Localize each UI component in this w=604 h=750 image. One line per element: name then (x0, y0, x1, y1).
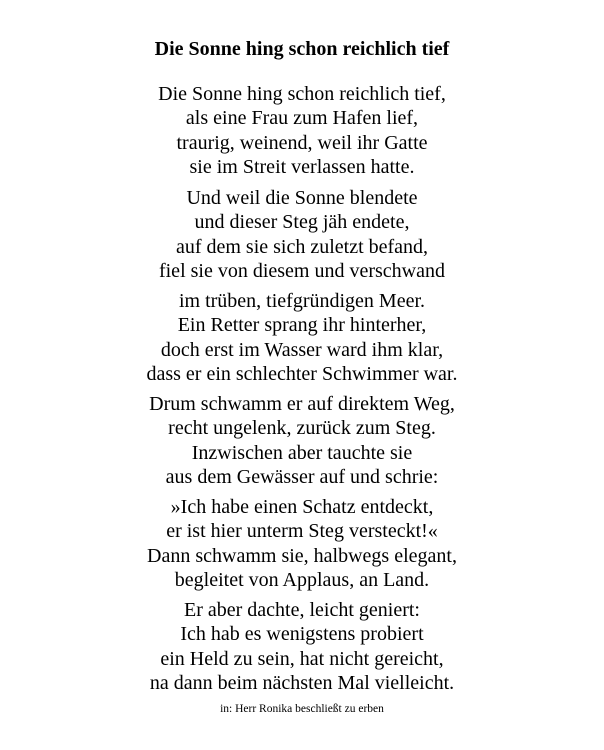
poem-line: Und weil die Sonne blendete (186, 187, 418, 209)
poem-line: doch erst im Wasser ward ihm klar, (160, 338, 444, 361)
stanza-6 (0, 598, 604, 695)
poem-line: er ist hier unterm Steg versteckt!« (166, 520, 438, 543)
poem-line: traurig, weinend, weil ihr Gatte (176, 131, 428, 154)
poem-line: im trüben, tiefgründigen Meer. (178, 290, 426, 312)
poem-line: auf dem sie sich zuletzt befand, (175, 235, 429, 258)
poem-line: begleitet von Applaus, an Land. (174, 568, 430, 591)
poem-line: aus dem Gewässer auf und schrie: (165, 465, 439, 488)
poem-line: und dieser Steg jäh endete, (194, 211, 410, 234)
poem-line: Er aber dachte, leicht geniert: (184, 599, 420, 621)
stanza-1 (0, 82, 604, 179)
poem-line: als eine Frau zum Hafen lief, (185, 107, 419, 130)
poem-line: ein Held zu sein, hat nicht gereicht, (160, 647, 444, 670)
stanza-2 (0, 186, 604, 283)
poem-line: na dann beim nächsten Mal vielleicht. (149, 671, 455, 694)
poem-title: Die Sonne hing schon reichlich tief (154, 38, 450, 60)
poem-line: dass er ein schlechter Schwimmer war. (146, 362, 458, 385)
poem-line: recht ungelenk, zurück zum Steg. (168, 417, 436, 440)
poem-line: Inzwischen aber tauchte sie (191, 441, 413, 464)
poem-line: Dann schwamm sie, halbwegs elegant, (147, 544, 457, 567)
poem-line: Drum schwamm er auf direktem Weg, (149, 393, 455, 415)
poem-line: fiel sie von diesem und verschwand (158, 259, 446, 282)
stanza-5 (0, 495, 604, 592)
poem-line: Die Sonne hing schon reichlich tief, (158, 83, 446, 105)
poem-line: Ein Retter sprang ihr hinterher, (177, 314, 427, 337)
poem-line: »Ich habe einen Schatz entdeckt, (170, 496, 434, 518)
stanza-4 (0, 392, 604, 489)
poem-line: sie im Streit verlassen hatte. (189, 155, 415, 178)
poem-line: Ich hab es wenigstens probiert (180, 623, 424, 646)
source-note: in: Herr Ronika beschließt zu erben (220, 703, 384, 715)
stanza-3 (0, 289, 604, 386)
